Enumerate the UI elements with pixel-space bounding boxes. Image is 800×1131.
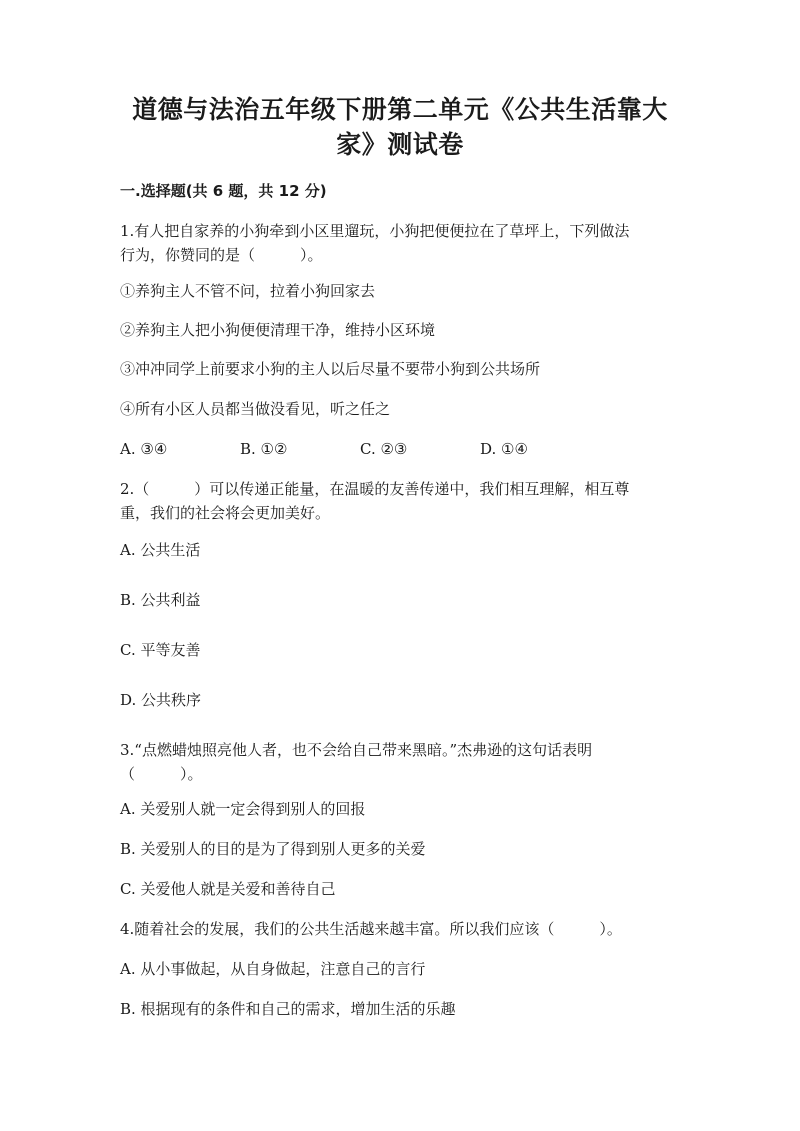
q2-stem-line-1: 2.（ ）可以传递正能量，在温暖的友善传递中，我们相互理解，相互尊 <box>120 480 630 498</box>
q3-option-c: C. 关爱他人就是关爱和善待自己 <box>120 880 336 898</box>
q1-item-3: ③冲冲同学上前要求小狗的主人以后尽量不要带小狗到公共场所 <box>120 360 541 378</box>
q2-option-a: A. 公共生活 <box>120 541 201 559</box>
q1-option-a: A. ③④ <box>120 440 168 458</box>
q1-item-2: ②养狗主人把小狗便便清理干净，维持小区环境 <box>120 321 436 339</box>
q1-option-c: C. ②③ <box>360 440 408 458</box>
page-title <box>0 92 800 162</box>
q2-option-b: B. 公共利益 <box>120 591 201 609</box>
q4-stem-line-1: 4.随着社会的发展，我们的公共生活越来越丰富。所以我们应该（ ）。 <box>120 920 622 938</box>
q1-options <box>120 437 600 461</box>
q3-option-b: B. 关爱别人的目的是为了得到别人更多的关爱 <box>120 840 426 858</box>
q1-stem-line-2: 行为，你赞同的是（ ）。 <box>120 246 323 264</box>
title-line-2: 家》测试卷 <box>336 130 464 159</box>
q2-option-d: D. 公共秩序 <box>120 691 202 709</box>
section-heading: 一.选择题(共 6 题，共 12 分) <box>120 182 327 200</box>
q1-item-1: ①养狗主人不管不问，拉着小狗回家去 <box>120 282 376 300</box>
q4-option-a: A. 从小事做起，从自身做起，注意自己的言行 <box>120 960 426 978</box>
q4-option-b: B. 根据现有的条件和自己的需求，增加生活的乐趣 <box>120 1000 456 1018</box>
q2-option-c: C. 平等友善 <box>120 641 201 659</box>
q1-option-b: B. ①② <box>240 440 288 458</box>
title-line-1: 道德与法治五年级下册第二单元《公共生活靠大 <box>132 95 668 124</box>
q1-stem-line-1: 1.有人把自家养的小狗牵到小区里遛玩，小狗把便便拉在了草坪上，下列做法 <box>120 222 630 240</box>
q3-stem-line-2: （ ）。 <box>120 765 203 783</box>
q2-stem-line-2: 重，我们的社会将会更加美好。 <box>120 504 331 522</box>
q1-option-d: D. ①④ <box>480 440 528 458</box>
q1-item-4: ④所有小区人员都当做没看见，听之任之 <box>120 400 391 418</box>
q3-stem-line-1: 3.“点燃蜡烛照亮他人者，也不会给自己带来黑暗。”杰弗逊的这句话表明 <box>120 741 593 759</box>
q3-option-a: A. 关爱别人就一定会得到别人的回报 <box>120 800 366 818</box>
